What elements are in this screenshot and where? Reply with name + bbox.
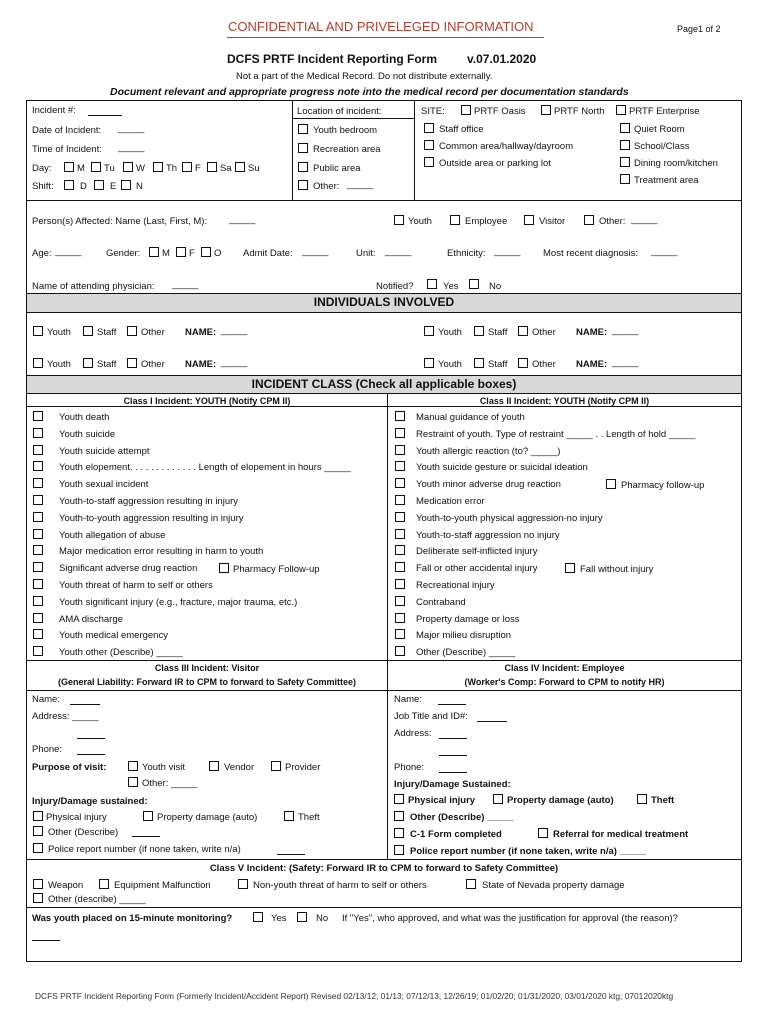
class1-item-label: Youth significant injury (e.g., fracture, major trauma, etc.) [59,596,298,608]
class1-item-label: AMA discharge [59,613,123,625]
monitoring-yes-checkbox[interactable] [253,912,263,922]
c3-police-label: Police report number (if none taken, write n/a) [48,844,241,855]
class1-item-checkbox[interactable] [33,512,43,522]
class2-item-checkbox[interactable] [395,579,405,589]
c5-nonyouth-label: Non-youth threat of harm to self or others [253,880,427,891]
class2-item-label: Youth minor adverse drug reaction [416,479,561,491]
site-label: SITE: [421,106,445,117]
page-number: Page1 of 2 [677,24,721,34]
place-option: Outside area or parking lot [439,158,551,169]
ind-name-label: NAME: [185,327,217,338]
day-option: M [77,163,85,174]
c4-other-describe-checkbox[interactable] [394,811,404,821]
notified-yes-checkbox[interactable] [427,279,437,289]
c4-name-field[interactable] [438,704,466,705]
person-visitor-label: Visitor [539,216,566,227]
day-th-checkbox[interactable] [153,162,163,172]
ind-label: Staff [97,327,117,338]
class2-item-checkbox[interactable] [395,428,405,438]
person-visitor-checkbox[interactable] [524,215,534,225]
shift-e-checkbox[interactable] [94,180,104,190]
person-employee-label: Employee [465,216,508,227]
ind-label: Other [141,327,165,338]
ind-label: Other [532,327,556,338]
incident-number-label: Incident #: [32,105,76,116]
class1-item-label: Significant adverse drug reaction [59,563,198,575]
day-su-checkbox[interactable] [235,162,245,172]
c3-police-field[interactable] [277,854,305,855]
c5-weapon-checkbox[interactable] [33,879,43,889]
instruction-text: Document relevant and appropriate progress note into the medical record per documentation standards [110,86,629,98]
unit-field[interactable]: _____ [385,246,412,257]
unit-label: Unit: [356,248,376,259]
person-other-label: Other: [599,216,626,227]
class5-title: Class V Incident: (Safety: Forward IR to CPM to forward to Safety Committee) [209,863,559,874]
gender-option: F [189,248,195,259]
gender-option: M [162,248,170,259]
c4-property-checkbox[interactable] [493,794,503,804]
class1-item-checkbox[interactable] [33,629,43,639]
persons-affected-field[interactable]: _____ [229,214,256,225]
c4-physical-label: Physical injury [408,795,476,806]
place-common-area-checkbox[interactable] [424,140,434,150]
divider [26,690,742,691]
c5-other-label: Other (describe) _____ [48,894,146,905]
ind-label: Youth [438,359,462,370]
place-treatment-checkbox[interactable] [620,174,630,184]
form-version: v.07.01.2020 [467,52,537,66]
ind-label: Staff [488,359,508,370]
class1-item-label: Youth-to-youth aggression resulting in injury [59,512,244,524]
place-quiet-room-checkbox[interactable] [620,123,630,133]
class3-subtitle: (General Liability: Forward IR to CPM to forward to Safety Committee) [57,677,357,687]
c4-theft-checkbox[interactable] [637,794,647,804]
class2-item-label: Recreational injury [416,580,495,591]
c4-address-field[interactable] [439,738,467,739]
c3-vendor-label: Vendor [224,762,255,773]
ind-label: Youth [438,327,462,338]
ethnicity-label: Ethnicity: [447,248,486,259]
c5-nonyouth-checkbox[interactable] [238,879,248,889]
day-option: Sa [220,163,232,174]
c3-injury-label: Injury/Damage sustained: [32,796,148,807]
c3-vendor-checkbox[interactable] [209,761,219,771]
ind-name-label: NAME: [185,359,217,370]
fall-without-injury-checkbox[interactable] [565,563,575,573]
c4-phone-field[interactable] [439,772,467,773]
pharmacy-followup-2-checkbox[interactable] [606,479,616,489]
day-option: Tu [104,163,115,174]
class2-title: Class II Incident: YOUTH (Notify CPM II) [479,396,650,406]
class1-item-checkbox[interactable] [33,562,43,572]
place-option: School/Class [634,141,690,152]
ind-label: Other [532,359,556,370]
ind-label: Youth [47,327,71,338]
diagnosis-label: Most recent diagnosis: [543,248,639,259]
class2-item-checkbox[interactable] [395,562,405,572]
divider [26,907,742,908]
day-option: F [195,163,201,174]
divider [26,660,742,661]
class2-item-label: Fall or other accidental injury [416,563,538,575]
day-tu-checkbox[interactable] [91,162,101,172]
class2-item-label: Other (Describe) _____ [416,647,516,659]
c3-theft-checkbox[interactable] [284,811,294,821]
site-enterprise-checkbox[interactable] [616,105,626,115]
class1-item-label: Youth-to-staff aggression resulting in injury [59,496,239,507]
date-field[interactable]: _____ [118,123,145,134]
class1-item-label: Major medication error resulting in harm to youth [59,546,264,558]
divider [292,100,293,200]
physician-label: Name of attending physician: [32,281,155,292]
location-option: Other: [313,181,340,192]
ind3-other-checkbox[interactable] [127,358,137,368]
site-option: PRTF North [554,106,605,117]
person-employee-checkbox[interactable] [450,215,460,225]
c4-job-field[interactable] [477,721,507,722]
ind-name-label: NAME: [576,359,608,370]
place-option: Treatment area [634,175,699,186]
class2-item-checkbox[interactable] [395,596,405,606]
c4-referral-label: Referral for medical treatment [553,829,689,840]
place-school-checkbox[interactable] [620,140,630,150]
date-label: Date of Incident: [32,125,102,136]
class2-item-checkbox[interactable] [395,545,405,555]
divider [414,100,415,200]
c3-police-checkbox[interactable] [33,843,43,853]
place-option: Quiet Room [634,124,685,135]
c5-nevada-label: State of Nevada property damage [482,880,625,891]
place-outside-checkbox[interactable] [424,157,434,167]
class2-item-checkbox[interactable] [395,529,405,539]
c3-phone-field[interactable] [77,754,105,755]
c3-provider-checkbox[interactable] [271,761,281,771]
physician-field[interactable]: _____ [172,279,199,290]
ind1-other-checkbox[interactable] [127,326,137,336]
footer-revision: DCFS PRTF Incident Reporting Form (Formerly Incident/Accident Report) Revised 02/13/12; 01/13; 07/12/13; 12/26/19; 01/02/20; 01/31/2020; 03/01/2020 ktg; 07012020ktg [35,991,674,1001]
ind-label: Other [141,359,165,370]
c3-address-field-2[interactable] [77,738,105,739]
incident-class-heading: INCIDENT CLASS (Check all applicable boxes) [251,377,517,391]
class2-item-label: Youth-to-staff aggression no injury [416,529,560,541]
c4-c1-checkbox[interactable] [394,828,404,838]
class3-title: Class III Incident: Visitor [154,663,260,673]
class1-item-label: Youth elopement. . . . . . . . . . . . . Length of elopement in hours _____ [59,462,351,474]
class1-item-label: Youth medical emergency [59,630,168,642]
notified-yes-label: Yes [443,281,459,292]
class1-item-checkbox[interactable] [33,613,43,623]
class2-item-checkbox[interactable] [395,629,405,639]
place-option: Dining room/kitchen [634,158,718,169]
c4-c1-label: C-1 Form completed [410,829,502,840]
ind2-name-field[interactable]: _____ [612,325,639,336]
location-bedroom-checkbox[interactable] [298,124,308,134]
class1-item-checkbox[interactable] [33,596,43,606]
ind-name-label: NAME: [576,327,608,338]
c4-physical-checkbox[interactable] [394,794,404,804]
c3-theft-label: Theft [298,812,320,823]
class1-item-checkbox[interactable] [33,428,43,438]
class2-item-label: Deliberate self-inflicted injury [416,546,538,558]
class2-item-label: Major milieu disruption [416,630,512,642]
place-staff-office-checkbox[interactable] [424,123,434,133]
class2-item-label: Youth suicide gesture or suicidal ideation [416,462,588,474]
c3-other-checkbox[interactable] [128,777,138,787]
class4-title: Class IV Incident: Employee [504,663,625,673]
header-rule [227,37,544,38]
monitoring-question: Was youth placed on 15-minute monitoring? [32,913,233,924]
gender-label: Gender: [106,248,141,259]
class1-item-checkbox[interactable] [33,545,43,555]
day-m-checkbox[interactable] [64,162,74,172]
c4-name-label: Name: [394,694,422,705]
site-north-checkbox[interactable] [541,105,551,115]
class2-item-checkbox[interactable] [395,411,405,421]
ind1-name-field[interactable]: _____ [221,325,248,336]
class2-item-label: Restraint of youth. Type of restraint _____ . . Length of hold _____ [416,428,696,440]
notified-label: Notified? [376,281,414,292]
c5-weapon-label: Weapon [48,880,84,891]
ind4-youth-checkbox[interactable] [424,358,434,368]
location-option: Recreation area [313,144,381,155]
class2-item-label: Manual guidance of youth [416,412,525,423]
site-option: PRTF Oasis [474,106,526,117]
c3-physical-label: Physical injury [46,812,107,823]
class1-item-checkbox[interactable] [33,646,43,656]
ind1-youth-checkbox[interactable] [33,326,43,336]
c4-phone-label: Phone: [394,762,425,773]
individuals-heading: INDIVIDUALS INVOLVED [313,295,455,309]
ind2-staff-checkbox[interactable] [474,326,484,336]
class1-title: Class I Incident: YOUTH (Notify CPM II) [123,396,291,406]
c4-police-label: Police report number (if none taken, write n/a) _____ [410,846,646,857]
day-f-checkbox[interactable] [182,162,192,172]
class2-item-checkbox[interactable] [395,445,405,455]
ind-label: Youth [47,359,71,370]
class1-item-checkbox[interactable] [33,461,43,471]
incident-number-field[interactable] [88,115,122,116]
c3-name-label: Name: [32,694,60,705]
confidential-banner: CONFIDENTIAL AND PRIVELEGED INFORMATION [228,19,534,34]
class1-item-label: Youth sexual incident [59,479,149,491]
location-public-checkbox[interactable] [298,162,308,172]
time-label: Time of Incident: [32,144,102,155]
class2-item-label: Youth-to-youth physical aggression-no injury [416,512,603,524]
class2-item-label: Youth allergic reaction (to? _____) [416,445,561,457]
ind1-staff-checkbox[interactable] [83,326,93,336]
shift-label: Shift: [32,181,54,192]
c4-job-label: Job Title and ID#: [394,711,468,722]
class1-item-checkbox[interactable] [33,495,43,505]
class2-item-checkbox[interactable] [395,613,405,623]
person-youth-label: Youth [408,216,432,227]
monitoring-yes-label: Yes [271,913,287,924]
c3-property-checkbox[interactable] [143,811,153,821]
day-w-checkbox[interactable] [123,162,133,172]
class2-item-checkbox[interactable] [395,512,405,522]
notice-text: Not a part of the Medical Record. Do not distribute externally. [236,71,493,82]
ethnicity-field[interactable]: _____ [494,246,521,257]
site-oasis-checkbox[interactable] [461,105,471,115]
form-title: DCFS PRTF Incident Reporting Form [227,52,437,66]
ind4-staff-checkbox[interactable] [474,358,484,368]
c3-physical-checkbox[interactable] [33,811,43,821]
c3-other-describe-checkbox[interactable] [33,826,43,836]
c3-other-label: Other: _____ [142,778,198,789]
class2-item-label: Medication error [416,496,485,507]
location-option: Public area [313,163,361,174]
c5-nevada-checkbox[interactable] [466,879,476,889]
class1-item-checkbox[interactable] [33,529,43,539]
divider [26,200,742,201]
c4-property-label: Property damage (auto) [507,795,614,806]
class2-item-checkbox[interactable] [395,495,405,505]
gender-m-checkbox[interactable] [149,247,159,257]
location-recreation-checkbox[interactable] [298,143,308,153]
class1-item-label: Youth other (Describe) _____ [59,647,183,659]
age-label: Age: [32,248,52,259]
person-other-checkbox[interactable] [584,215,594,225]
day-option: Su [248,163,260,174]
c4-theft-label: Theft [651,795,675,806]
ind4-other-checkbox[interactable] [518,358,528,368]
divider [26,859,742,860]
class4-subtitle: (Worker's Comp: Forward to CPM to notify HR) [464,677,665,687]
c3-provider-label: Provider [285,762,321,773]
c5-other-checkbox[interactable] [33,893,43,903]
pharmacy-followup-1-checkbox[interactable] [219,563,229,573]
notified-no-label: No [489,281,502,292]
shift-option: E [110,181,117,192]
gender-option: O [214,248,222,259]
pharmacy-followup-2-label: Pharmacy follow-up [621,480,705,491]
time-field[interactable]: _____ [118,142,145,153]
c3-youth-visit-checkbox[interactable] [128,761,138,771]
gender-f-checkbox[interactable] [176,247,186,257]
c3-property-label: Property damage (auto) [157,812,258,823]
ind-label: Staff [488,327,508,338]
class1-item-checkbox[interactable] [33,411,43,421]
admit-date-field[interactable]: _____ [302,246,329,257]
persons-affected-label: Person(s) Affected: Name (Last, First, M): [32,216,208,227]
place-option: Staff office [439,124,484,135]
class2-item-label: Property damage or loss [416,613,520,625]
monitoring-followup: If "Yes", who approved, and what was the justification for approval (the reason)? [342,913,678,924]
ind2-youth-checkbox[interactable] [424,326,434,336]
ind3-name-field[interactable]: _____ [221,357,248,368]
divider [387,393,388,859]
class1-item-label: Youth death [59,412,110,423]
shift-n-checkbox[interactable] [121,180,131,190]
notified-no-checkbox[interactable] [469,279,479,289]
ind2-other-checkbox[interactable] [518,326,528,336]
site-option: PRTF Enterprise [629,106,700,117]
admit-date-label: Admit Date: [243,248,293,259]
shift-option: N [136,181,143,192]
day-option: Th [166,163,178,174]
divider [26,406,742,407]
class1-item-checkbox[interactable] [33,478,43,488]
monitoring-no-checkbox[interactable] [297,912,307,922]
class1-item-label: Youth suicide [59,428,116,440]
c4-address-field-2[interactable] [439,755,467,756]
c4-address-label: Address: [394,728,432,739]
class2-item-checkbox[interactable] [395,461,405,471]
shift-d-checkbox[interactable] [64,180,74,190]
location-label: Location of incident: [297,106,382,117]
place-dining-checkbox[interactable] [620,157,630,167]
class2-item-checkbox[interactable] [395,646,405,656]
ind3-youth-checkbox[interactable] [33,358,43,368]
ind4-name-field[interactable]: _____ [612,357,639,368]
gender-o-checkbox[interactable] [201,247,211,257]
person-other-field[interactable]: _____ [631,214,658,225]
ind-label: Staff [97,359,117,370]
c3-address-label: Address: _____ [32,711,99,722]
c4-injury-label: Injury/Damage Sustained: [394,779,511,790]
shift-option: D [80,181,87,192]
day-sa-checkbox[interactable] [207,162,217,172]
location-option: Youth bedroom [313,125,378,136]
c4-referral-checkbox[interactable] [538,828,548,838]
c4-other-describe-label: Other (Describe) _____ [410,812,514,823]
c4-police-checkbox[interactable] [394,845,404,855]
c3-other-describe-label: Other (Describe) [48,827,119,838]
place-option: Common area/hallway/dayroom [439,141,574,152]
diagnosis-field[interactable]: _____ [651,246,678,257]
divider [292,118,415,119]
day-option: W [136,163,145,174]
class1-item-label: Youth threat of harm to self or others [59,580,213,591]
monitoring-answer-field[interactable] [32,940,60,941]
ind3-staff-checkbox[interactable] [83,358,93,368]
class1-item-label: Youth allegation of abuse [59,529,166,541]
c3-phone-label: Phone: [32,744,63,755]
c3-name-field[interactable] [70,704,100,705]
class2-item-label: Contraband [416,596,466,608]
person-youth-checkbox[interactable] [394,215,404,225]
class1-item-label: Youth suicide attempt [59,445,150,457]
location-other-field[interactable]: _____ [347,179,374,190]
class2-item-checkbox[interactable] [395,478,405,488]
class1-item-checkbox[interactable] [33,445,43,455]
age-field[interactable]: _____ [55,246,82,257]
fall-without-injury-label: Fall without injury [580,564,654,575]
day-label: Day: [32,163,52,174]
class1-item-checkbox[interactable] [33,579,43,589]
location-other-checkbox[interactable] [298,180,308,190]
c5-equipment-checkbox[interactable] [99,879,109,889]
c5-equipment-label: Equipment Malfunction [114,880,211,891]
c3-other-describe-field[interactable] [132,836,160,837]
c3-youth-visit-label: Youth visit [142,762,185,773]
pharmacy-followup-1-label: Pharmacy Follow-up [233,564,320,575]
monitoring-no-label: No [316,913,329,924]
c3-purpose-label: Purpose of visit: [32,762,107,773]
